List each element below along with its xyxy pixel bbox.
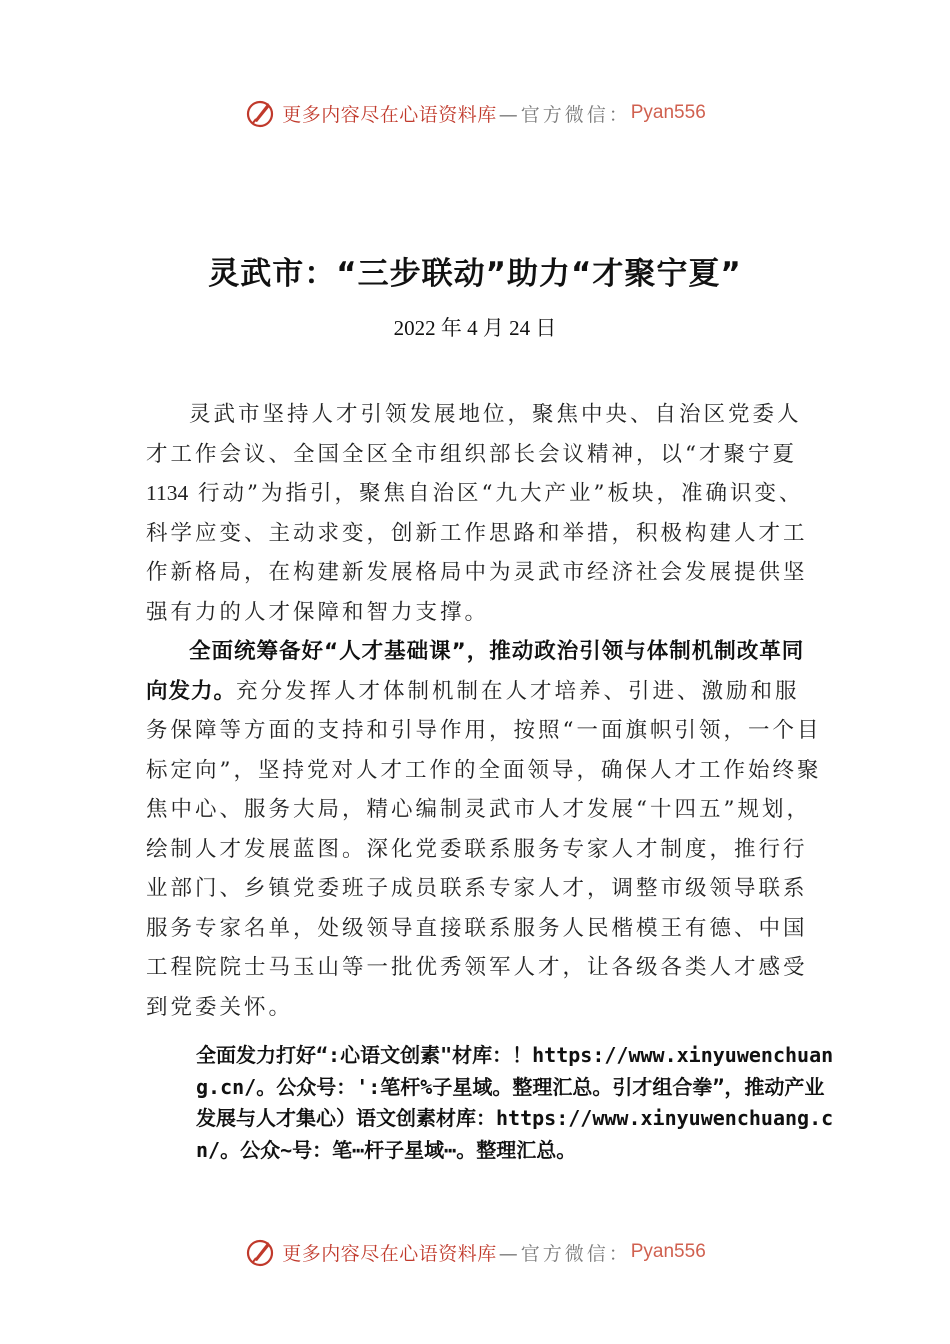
banner-brand: 更多内容尽在心语资料库: [282, 103, 497, 126]
page-title: 灵武市：“三步联动”助力“才聚宁夏”: [208, 256, 742, 292]
section-heading: 全面统筹备好“人才基础课”，推动政治引领与体制机制改革同向发力。: [146, 639, 805, 704]
banner-wechat-id: Pyan556: [630, 102, 706, 123]
banner-official: —官方微信：: [498, 1242, 631, 1265]
quill-logo-icon: [244, 97, 276, 129]
banner-brand: 更多内容尽在心语资料库: [282, 1242, 497, 1265]
quill-logo-icon: [244, 1236, 276, 1268]
paragraph-intro: 灵武市坚持人才引领发展地位，聚焦中央、自治区党委人才工作会议、全国全区全市组织部长会议精神，以“才聚宁夏 1134 行动”为指引，聚焦自治区“九大产业”板块，准确识变、科学应变、主动求变，创新工作思路和举措，积极构建人才工作新格局，在构建新发展格局中为灵武市经济社会发展提供坚强有力的人才保障和智力支撑。: [146, 402, 808, 625]
publish-date: 2022 年 4 月 24 日: [393, 316, 557, 340]
banner-wechat-id: Pyan556: [630, 1241, 706, 1262]
banner-official: —官方微信：: [498, 103, 631, 126]
section-2-watermarked-text: 全面发力打好“:心语文创素"材库：！https://www.xinyuwenchuang.cn/。公众号：':笔杆%子星域。整理汇总。引才组合拳”，推动产业发展与人才集心）语文创素材库：https://www.xinyuwenchuang.cn/。公众~号：笔⋯杆子星域⋯。整理汇总。: [196, 1043, 834, 1162]
header-banner: [0, 93, 950, 133]
footer-banner: [0, 1232, 950, 1272]
paragraph-section-1: 全面统筹备好“人才基础课”，推动政治引领与体制机制改革同向发力。充分发挥人才体制机制在人才培养、引进、激励和服务保障等方面的支持和引导作用，按照“一面旗帜引领，一个目标定向”，坚持党对人才工作的全面领导，确保人才工作始终聚焦中心、服务大局，精心编制灵武市人才发展“十四五”规划，绘制人才发展蓝图。深化党委联系服务专家人才制度，推行行业部门、乡镇党委班子成员联系专家人才，调整市级领导联系服务专家名单，处级领导直接联系服务人民楷模王有德、中国工程院院士马玉山等一批优秀领军人才，让各级各类人才感受到党委关怀。: [146, 639, 822, 1020]
article-body: [146, 395, 822, 1027]
